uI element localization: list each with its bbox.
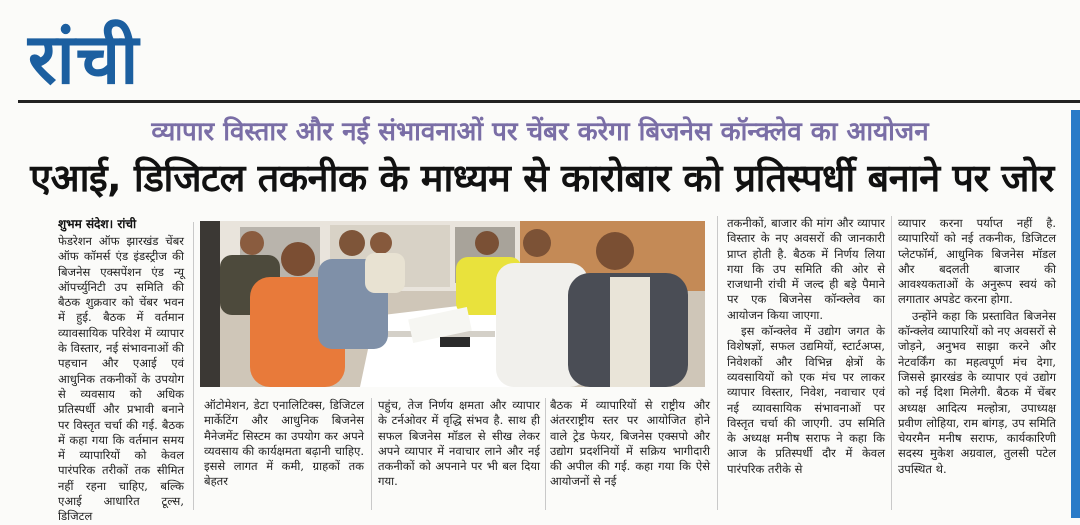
column-divider: [371, 398, 372, 510]
article-column-3: [378, 398, 540, 510]
article-column-4: [550, 398, 710, 510]
paragraph: बैठक में व्यापारियों से राष्ट्रीय और अंतरराष्ट्रीय स्तर पर आयोजित होने वाले ट्रेड फेयर, बिजनेस एक्सपो और उद्योग प्रदर्शनियों में सक्रिय भागीदारी की अपील की गई. कहा गया कि ऐसे आयोजनों से नई: [550, 398, 710, 489]
byline: शुभम संदेश। रांची: [58, 217, 137, 231]
kicker-headline: व्यापार विस्तार और नई संभावनाओं पर चेंबर करेगा बिजनेस कॉन्क्लेव का आयोजन: [151, 117, 929, 147]
article-column-5: [727, 216, 885, 510]
column-divider: [891, 216, 892, 510]
main-headline: एआई, डिजिटल तकनीक के माध्यम से कारोबार को प्रतिस्पर्धी बनाने पर जोर: [30, 156, 1054, 200]
paragraph: व्यापार करना पर्याप्त नहीं है. व्यापारियों को नई तकनीक, डिजिटल प्लेटफॉर्म, आधुनिक बिजनेस मॉडल और बदलती बाजार की आवश्यकताओं के अनुरूप स्वयं को लगातार अपडेट करना होगा.: [898, 216, 1056, 307]
article-column-6: [898, 216, 1056, 510]
paragraph: ऑटोमेशन, डेटा एनालिटिक्स, डिजिटल मार्केटिंग और आधुनिक बिजनेस मैनेजमेंट सिस्टम का उपयोग कर अपने व्यवसाय की कार्यक्षमता बढ़ानी चाहिए. इससे लागत में कमी, ग्राहकों तक बेहतर: [204, 398, 364, 489]
masthead-city: रांची: [28, 18, 140, 100]
paragraph: फेडरेशन ऑफ झारखंड चेंबर ऑफ कॉमर्स एंड इंडस्ट्रीज की बिजनेस एक्सपेंशन एंड न्यू ऑपर्च्युनिटी उप समिति की बैठक शुक्रवार को चेंबर भवन में हुई. बैठक में वर्तमान व्यावसायिक परिवेश में व्यापार के विस्तार, नई संभावनाओं की पहचान और एआई एवं आधुनिक तकनीकों के उपयोग से व्यवसाय को अधिक प्रतिस्पर्धी और प्रभावी बनाने पर विस्तृत चर्चा की गई. बैठक में कहा गया कि वर्तमान समय में व्यापारियों को केवल पारंपरिक तरीकों तक सीमित नहीं रहना चाहिए, बल्कि एआई आधारित टूल्स, डिजिटल: [58, 234, 184, 524]
article-column-2: [204, 398, 364, 510]
meeting-photo: [200, 221, 705, 387]
paragraph: इस कॉन्क्लेव में उद्योग जगत के विशेषज्ञों, सफल उद्यमियों, स्टार्टअप्स, निवेशकों और विभिन्न क्षेत्रों के व्यवसायियों को एक मंच पर लाकर व्यापार विस्तार, निवेश, नवाचार एवं नई व्यावसायिक संभावनाओं पर विस्तृत चर्चा की जाएगी. उप समिति के अध्यक्ष मनीष सराफ ने कहा कि आज के प्रतिस्पर्धी दौर में केवल पारंपरिक तरीके से: [727, 324, 885, 476]
column-divider: [545, 398, 546, 510]
article-column-1: [58, 234, 184, 524]
paragraph: पहुंच, तेज निर्णय क्षमता और व्यापार के टर्नओवर में वृद्धि संभव है. साथ ही सफल बिजनेस मॉडल से सीख लेकर अपने व्यापार में नवाचार लाने और नई तकनीकों को अपनाने पर भी बल दिया गया.: [378, 398, 540, 489]
masthead-rule: [18, 100, 1080, 103]
paragraph: उन्होंने कहा कि प्रस्तावित बिजनेस कॉन्क्लेव व्यापारियों को नए अवसरों से जोड़ने, अनुभव साझा करने और नेटवर्किंग का महत्वपूर्ण मंच देगा, जिससे झारखंड के व्यापार एवं उद्योग को नई दिशा मिलेगी. बैठक में चेंबर अध्यक्ष आदित्य मल्होत्रा, उपाध्यक्ष प्रवीण लोहिया, राम बांगड़, उप समिति चेयरमैन मनीष सराफ, कार्यकारिणी सदस्य मुकेश अग्रवाल, तुलसी पटेल उपस्थित थे.: [898, 308, 1056, 476]
adjacent-column-edge: [1071, 110, 1080, 518]
column-divider: [193, 222, 194, 510]
column-divider: [717, 216, 718, 510]
meeting-photo-image: [200, 221, 705, 387]
paragraph: तकनीकों, बाजार की मांग और व्यापार विस्तार के नए अवसरों की जानकारी प्राप्त होती है. बैठक में निर्णय लिया गया कि उप समिति की ओर से राजधानी रांची में जल्द ही बड़े पैमाने पर एक बिजनेस कॉन्क्लेव का आयोजन किया जाएगा.: [727, 216, 885, 322]
